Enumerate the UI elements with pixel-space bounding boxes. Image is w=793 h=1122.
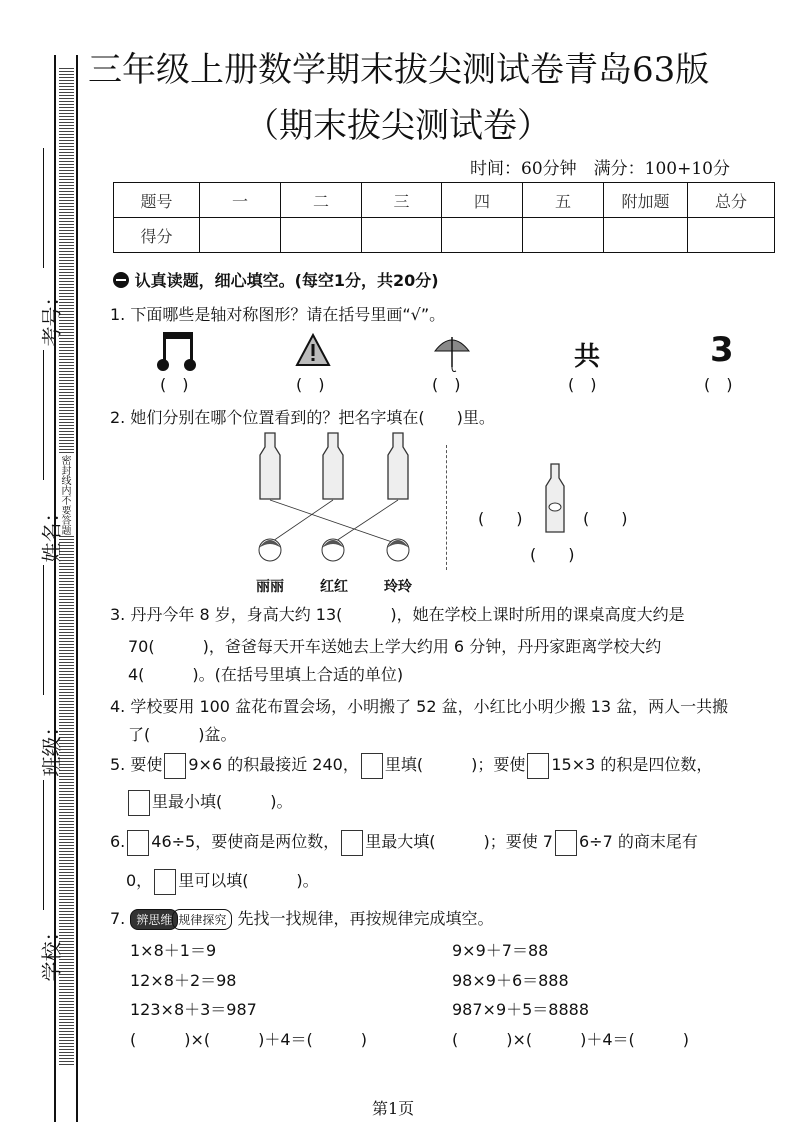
q7-left-answer[interactable]: ( )×( )＋4＝( ) (130, 1030, 368, 1049)
score-cell[interactable] (362, 218, 442, 253)
blank-box[interactable] (164, 753, 186, 779)
q6-text: 6÷7 的商末尾有 (578, 832, 698, 851)
q7-text: 先找一找规律，再按规律完成填空。 (237, 909, 494, 928)
q3-line3: 4( )。(在括号里填上合适的单位) (128, 665, 404, 684)
blank-box[interactable] (361, 753, 383, 779)
blank-box[interactable] (127, 830, 149, 856)
exam-no-label: 考号： (39, 286, 64, 347)
name-rule (43, 350, 44, 480)
q6-line2 (126, 868, 319, 895)
section-heading (113, 268, 439, 291)
blank-box[interactable] (128, 790, 150, 816)
blank-box[interactable] (527, 753, 549, 779)
q6-text: 6. (110, 832, 126, 851)
q1-answer-paren[interactable]: ( ) (704, 375, 733, 394)
exam-no-rule (43, 148, 44, 268)
q7-left-eq: 12×8＋2＝98 (130, 971, 237, 990)
q4-line1: 4. 学校要用 100 盆花布置会场，小明搬了 52 盆，小红比小明少搬 13 盆，两人一共搬 (110, 697, 729, 716)
q5-text: 里填( )；要使 (384, 755, 526, 774)
score-header: 三 (362, 183, 442, 218)
blank-box[interactable] (555, 830, 577, 856)
pattern-badge: 规律探究 (172, 909, 232, 930)
bottles-girls-illustration (240, 428, 440, 578)
score-header: 附加题 (604, 183, 688, 218)
score-cell[interactable] (200, 218, 281, 253)
score-header: 五 (523, 183, 604, 218)
warning-sign-icon (295, 333, 331, 367)
girl-name-honghong: 红红 (320, 579, 348, 595)
q4-line2: 了( )盆。 (128, 725, 237, 744)
seal-text: 密封线内不要答题 (58, 455, 75, 535)
q7-right-answer[interactable]: ( )×( )＋4＝( ) (452, 1030, 690, 1049)
q2-answer-bottom[interactable]: ( ) (530, 545, 575, 564)
name-label: 姓名： (39, 502, 64, 563)
q7-right-eq: 987×9＋5＝8888 (452, 1000, 590, 1019)
school-label: 学校： (39, 921, 64, 982)
seal-hatch (59, 66, 74, 1066)
q5-text: 里最小填( )。 (152, 792, 293, 811)
q1-answer-paren[interactable]: ( ) (568, 375, 597, 394)
section-heading-text: 认真读题，细心填空。(每空1分，共20分) (134, 271, 439, 290)
q6-line1 (110, 829, 698, 856)
q6-text: 里最大填( )；要使 7 (365, 832, 553, 851)
girl-name-lingling: 玲玲 (384, 579, 412, 595)
music-note-icon (155, 330, 205, 372)
q5-text: 9×6 的积最接近 240， (188, 755, 359, 774)
q1-figure-three: 3 (710, 330, 734, 370)
minus-circle-icon (113, 272, 129, 288)
q6-text: 46÷5，要使商是两位数， (151, 832, 340, 851)
blank-box[interactable] (154, 869, 176, 895)
score-header: 题号 (114, 183, 200, 218)
score-header: 总分 (688, 183, 775, 218)
score-cell[interactable] (523, 218, 604, 253)
title-line1: 三年级上册数学期末拔尖测试卷青岛63版 (88, 50, 710, 90)
q1-text: 1. 下面哪些是轴对称图形？请在括号里画“√”。 (110, 305, 446, 324)
q5-text: 15×3 的积是四位数， (551, 755, 713, 774)
q7-num: 7. (110, 909, 126, 928)
q5-line1 (110, 752, 712, 779)
q2-answer-left[interactable]: ( ) (478, 509, 523, 528)
q7-heading (110, 906, 494, 930)
q6-text: 里可以填( )。 (178, 871, 319, 890)
q1-figure-gong: 共 (574, 342, 601, 372)
score-header: 一 (200, 183, 281, 218)
score-cell[interactable] (442, 218, 523, 253)
q7-right-eq: 9×9＋7＝88 (452, 941, 549, 960)
q6-text: 0， (126, 871, 153, 890)
binding-line-inner (76, 55, 78, 1122)
q1-answer-paren[interactable]: ( ) (432, 375, 461, 394)
score-header: 二 (281, 183, 362, 218)
q1-answer-paren[interactable]: ( ) (160, 375, 189, 394)
class-rule (43, 565, 44, 695)
q1-answer-paren[interactable]: ( ) (296, 375, 325, 394)
class-label: 班级： (39, 716, 64, 777)
bottle-icon (543, 462, 569, 534)
score-cell[interactable] (688, 218, 775, 253)
title-line2: （期末拔尖测试卷） (245, 106, 551, 146)
score-table (113, 182, 775, 253)
score-cell[interactable] (281, 218, 362, 253)
q5-line2 (126, 789, 293, 816)
score-cell[interactable] (604, 218, 688, 253)
thinking-badge: 辨思维 (130, 909, 178, 930)
q7-left-eq: 123×8＋3＝987 (130, 1000, 257, 1019)
q3-line2: 70( )，爸爸每天开车送她去上学大约用 6 分钟，丹丹家距离学校大约 (128, 637, 662, 656)
umbrella-icon (432, 333, 472, 375)
q2-answer-right[interactable]: ( ) (583, 509, 628, 528)
blank-box[interactable] (341, 830, 363, 856)
q7-right-eq: 98×9＋6＝888 (452, 971, 569, 990)
divider (446, 445, 447, 570)
girl-name-lili: 丽丽 (256, 579, 284, 595)
score-row-label: 得分 (114, 218, 200, 253)
q7-left-eq: 1×8＋1＝9 (130, 941, 217, 960)
exam-meta: 时间：60分钟 满分：100+10分 (470, 159, 730, 179)
school-rule (43, 780, 44, 910)
score-header: 四 (442, 183, 523, 218)
q3-line1: 3. 丹丹今年 8 岁，身高大约 13( )，她在学校上课时所用的课桌高度大约是 (110, 605, 685, 624)
page-number: 第1页 (372, 1099, 415, 1118)
q5-text: 5. 要使 (110, 755, 163, 774)
q2-text: 2. 她们分别在哪个位置看到的？把名字填在( )里。 (110, 408, 495, 427)
